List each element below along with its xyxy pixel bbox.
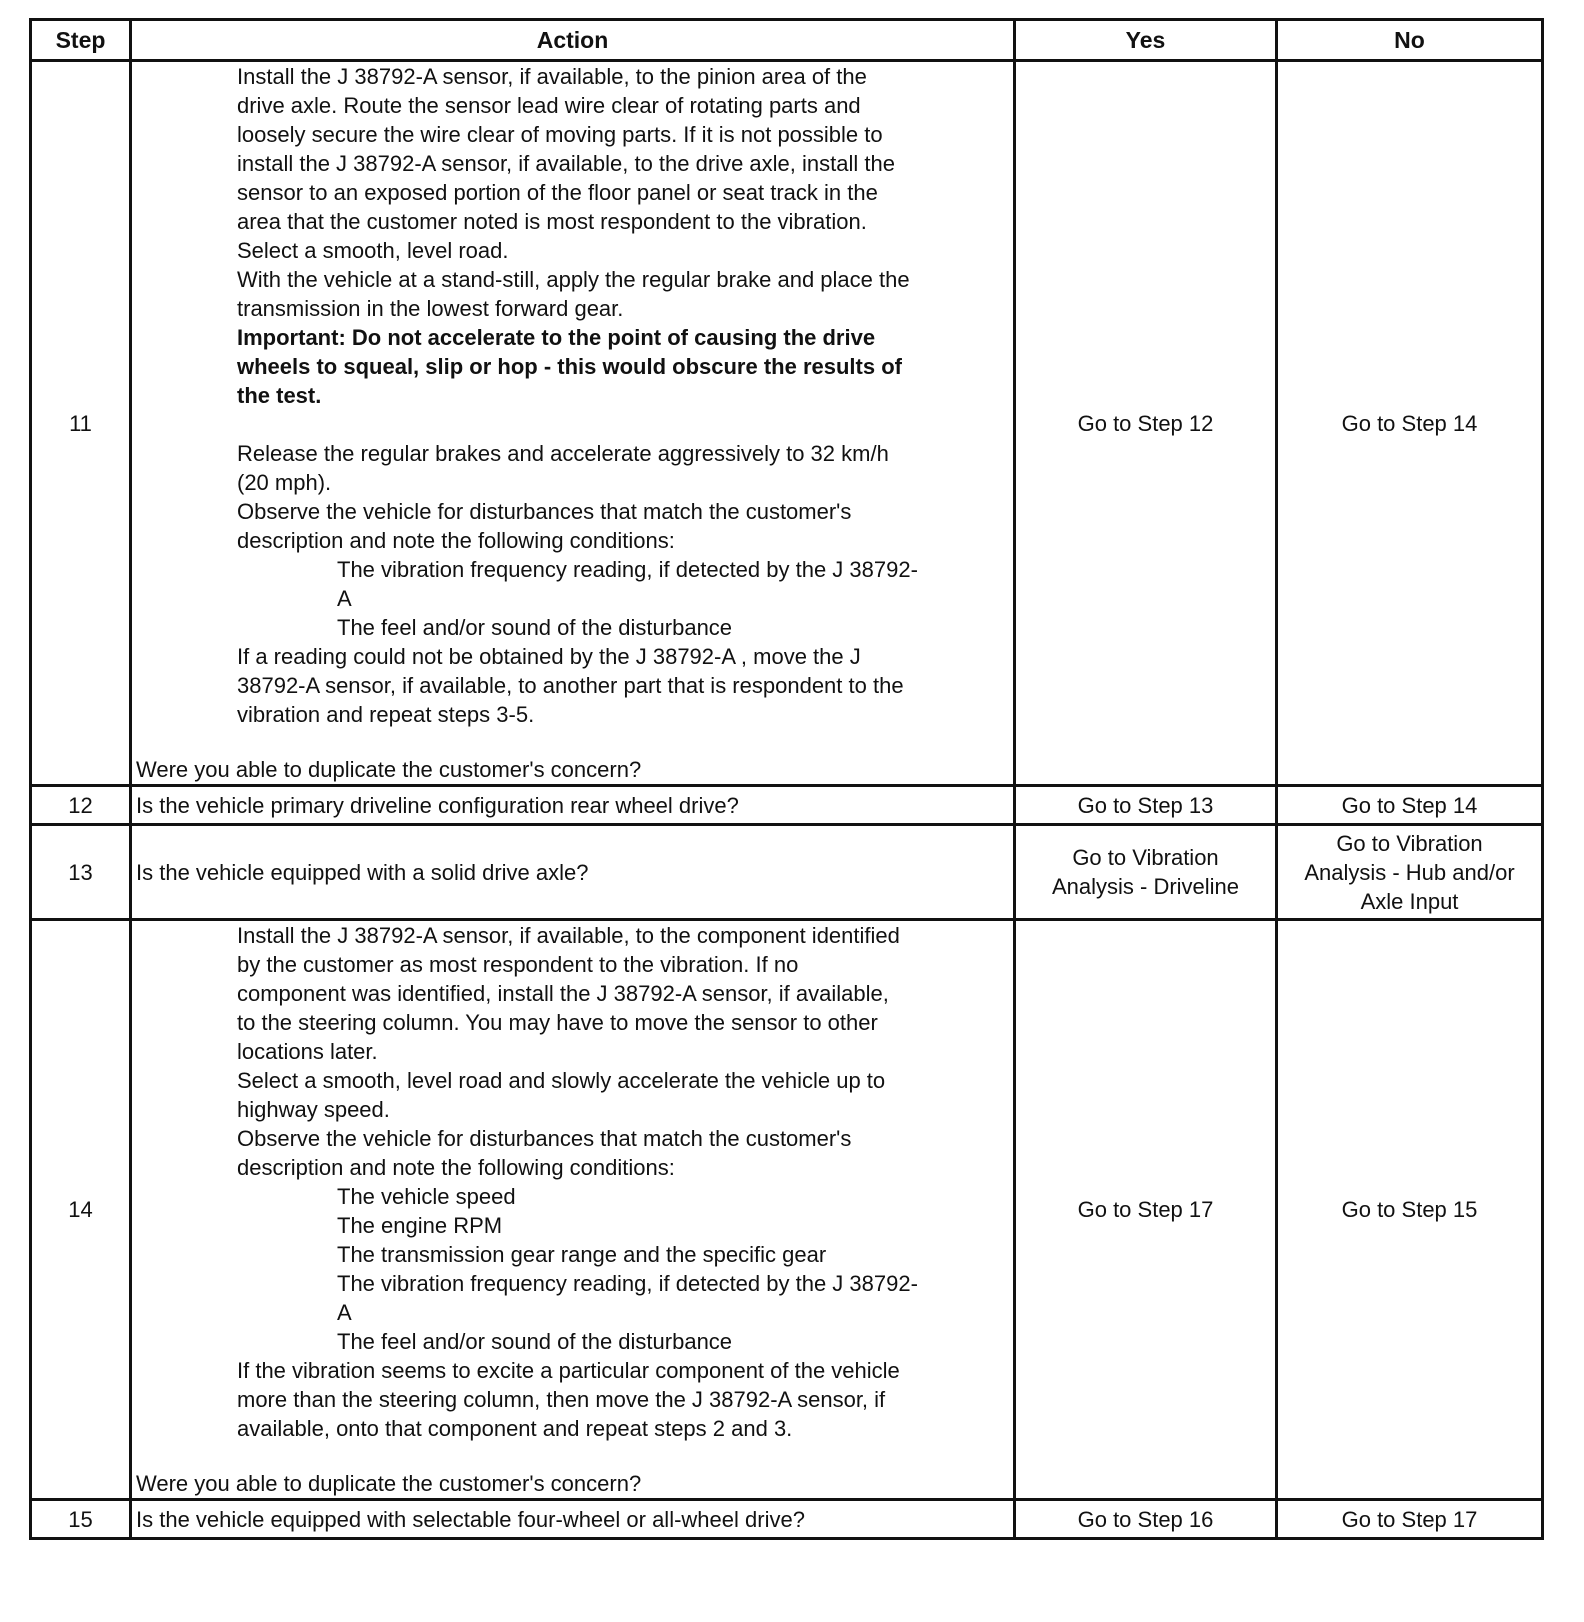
step-number: 13 — [31, 825, 131, 920]
table-row-step-15 — [31, 1500, 1543, 1539]
no-result-line: Go to Vibration — [1336, 830, 1483, 856]
yes-result-line: Analysis - Driveline — [1051, 874, 1240, 899]
condition-item: A — [337, 586, 352, 611]
spacer — [136, 410, 1009, 439]
action-line: drive axle. Route the sensor lead wire clear of rotating parts and — [237, 93, 861, 118]
action-line: description and note the following conditions: — [237, 528, 675, 553]
action-line: available, onto that component and repeat steps 2 and 3. — [237, 1416, 793, 1441]
action-line: install the J 38792-A sensor, if available, to the drive axle, install the — [237, 151, 895, 176]
important-note: wheels to squeal, slip or hop - this would obscure the results of — [237, 354, 902, 379]
important-note: Important: Do not accelerate to the point of causing the drive — [237, 325, 876, 350]
table-row-step-11 — [31, 61, 1543, 786]
header-action: Action — [131, 20, 1015, 61]
step-number: 11 — [31, 61, 131, 786]
header-yes: Yes — [1015, 20, 1277, 61]
action-line: 38792-A sensor, if available, to another part that is respondent to the — [237, 673, 904, 698]
step-number: 15 — [31, 1500, 131, 1539]
condition-item: The feel and/or sound of the disturbance — [337, 615, 733, 640]
action-line: Install the J 38792-A sensor, if available, to the pinion area of the — [237, 64, 867, 89]
question-text: Is the vehicle primary driveline configuration rear wheel drive? — [131, 786, 1015, 825]
table-row-step-12 — [31, 786, 1543, 825]
action-line: locations later. — [237, 1039, 378, 1064]
yes-result-line: Go to Vibration — [1072, 845, 1219, 870]
action-line: transmission in the lowest forward gear. — [237, 296, 624, 321]
yes-result: Go to Step 17 — [1015, 920, 1277, 1500]
action-line: to the steering column. You may have to move the sensor to other — [237, 1010, 878, 1035]
action-line: (20 mph). — [237, 470, 332, 495]
action-line: loosely secure the wire clear of moving parts. If it is not possible to — [237, 122, 883, 147]
diagnostic-table — [29, 18, 1544, 1540]
action-line: If the vibration seems to excite a particular component of the vehicle — [237, 1358, 900, 1383]
no-result: Go to Step 14 — [1277, 786, 1543, 825]
action-line: area that the customer noted is most respondent to the vibration. — [237, 209, 867, 234]
action-line: component was identified, install the J 38792-A sensor, if available, — [237, 981, 889, 1006]
action-line: more than the steering column, then move the J 38792-A sensor, if — [237, 1387, 886, 1412]
condition-item: The feel and/or sound of the disturbance — [337, 1329, 733, 1354]
spacer — [136, 729, 1009, 755]
yes-result: Go to Step 13 — [1015, 786, 1277, 825]
action-line: Select a smooth, level road and slowly accelerate the vehicle up to — [237, 1068, 886, 1093]
yes-result: Go to Step 16 — [1015, 1500, 1277, 1539]
action-line: Observe the vehicle for disturbances that match the customer's — [237, 1126, 852, 1151]
condition-item: The transmission gear range and the specific gear — [337, 1242, 827, 1267]
action-cell — [131, 920, 1015, 1500]
question-text: Were you able to duplicate the customer's concern? — [136, 757, 642, 782]
action-line: description and note the following conditions: — [237, 1155, 675, 1180]
no-result: Go to Step 14 — [1277, 61, 1543, 786]
condition-item: A — [337, 1300, 352, 1325]
question-text: Is the vehicle equipped with a solid drive axle? — [131, 825, 1015, 920]
no-result — [1277, 825, 1543, 920]
spacer — [136, 1443, 1009, 1469]
table-row-step-13 — [31, 825, 1543, 920]
yes-result — [1015, 825, 1277, 920]
condition-item: The vehicle speed — [337, 1184, 516, 1209]
action-line: Select a smooth, level road. — [237, 238, 509, 263]
action-line: highway speed. — [237, 1097, 390, 1122]
no-result: Go to Step 17 — [1277, 1500, 1543, 1539]
condition-item: The engine RPM — [337, 1213, 503, 1238]
step-number: 14 — [31, 920, 131, 1500]
header-no: No — [1277, 20, 1543, 61]
no-result: Go to Step 15 — [1277, 920, 1543, 1500]
header-row — [31, 20, 1543, 61]
table-row-step-14 — [31, 920, 1543, 1500]
action-line: With the vehicle at a stand-still, apply the regular brake and place the — [237, 267, 910, 292]
action-line: Observe the vehicle for disturbances that match the customer's — [237, 499, 852, 524]
step-number: 12 — [31, 786, 131, 825]
condition-item: The vibration frequency reading, if detected by the J 38792- — [337, 1271, 918, 1296]
yes-result: Go to Step 12 — [1015, 61, 1277, 786]
question-text: Were you able to duplicate the customer's concern? — [136, 1471, 642, 1496]
question-text: Is the vehicle equipped with selectable four-wheel or all-wheel drive? — [131, 1500, 1015, 1539]
no-result-line: Analysis - Hub and/or — [1304, 859, 1515, 885]
action-line: Release the regular brakes and accelerate aggressively to 32 km/h — [237, 441, 889, 466]
action-line: vibration and repeat steps 3-5. — [237, 702, 535, 727]
header-step: Step — [31, 20, 131, 61]
important-note: the test. — [237, 383, 322, 408]
no-result-line: Axle Input — [1360, 888, 1459, 914]
action-line: by the customer as most respondent to the vibration. If no — [237, 952, 799, 977]
action-line: Install the J 38792-A sensor, if available, to the component identified — [237, 923, 900, 948]
action-line: sensor to an exposed portion of the floor panel or seat track in the — [237, 180, 878, 205]
condition-item: The vibration frequency reading, if detected by the J 38792- — [337, 557, 918, 582]
action-cell — [131, 61, 1015, 786]
action-line: If a reading could not be obtained by the J 38792-A , move the J — [237, 644, 861, 669]
